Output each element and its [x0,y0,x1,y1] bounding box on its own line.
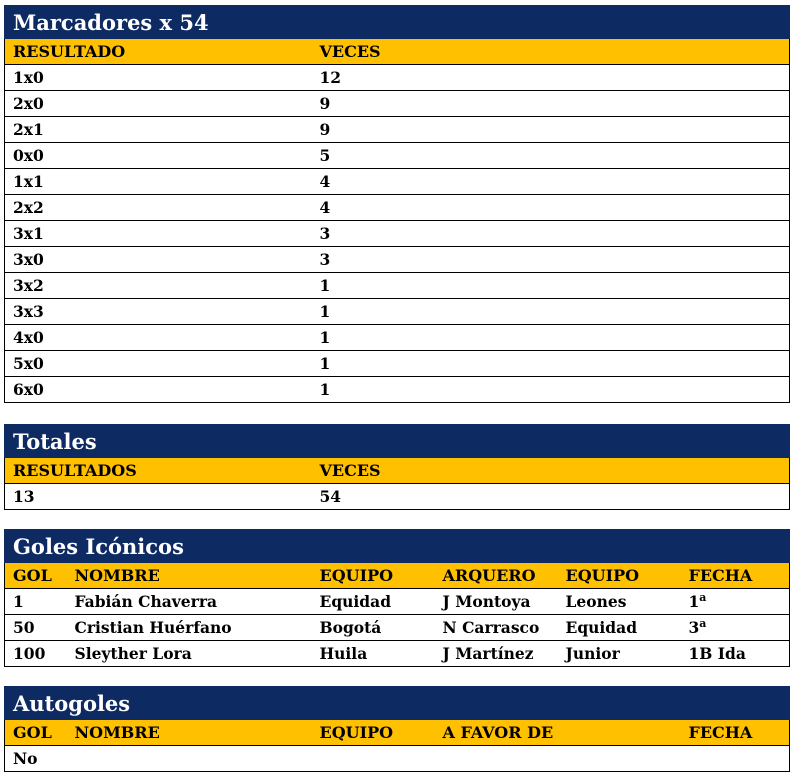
total-resultados-cell: 13 [5,484,312,510]
fecha-cell [681,641,790,667]
table-row [5,299,790,325]
veces-cell: 12 [312,65,790,91]
arquero-cell: J Montoya [435,589,558,615]
arquero-cell: J Martínez [435,641,558,667]
resultado-cell: 2x1 [5,117,312,143]
table-row [5,143,790,169]
equipo-arquero-cell: Junior [558,641,681,667]
fecha-ordinal: a [699,591,707,605]
header-nombre: NOMBRE [67,563,312,589]
header-resultados: RESULTADOS [5,458,312,484]
nombre-cell: Fabián Chaverra [67,589,312,615]
table-row [5,117,790,143]
gol-cell: 1 [5,589,67,615]
header-veces: VECES [312,39,790,65]
table-row [5,169,790,195]
resultado-cell: 3x3 [5,299,312,325]
arquero-cell: N Carrasco [435,615,558,641]
table-row [5,746,790,772]
veces-cell: 5 [312,143,790,169]
resultado-cell: 1x0 [5,65,312,91]
resultado-cell: 6x0 [5,377,312,403]
nombre-cell: Cristian Huérfano [67,615,312,641]
table-row [5,377,790,403]
resultado-cell: 2x2 [5,195,312,221]
header-gol: GOL [5,720,67,746]
gol-cell: 50 [5,615,67,641]
resultado-cell: 5x0 [5,351,312,377]
table-row [5,247,790,273]
table-row [5,65,790,91]
header-gol: GOL [5,563,67,589]
marcadores-table [4,5,790,403]
veces-cell: 1 [312,351,790,377]
totales-table [4,424,790,510]
header-blank [558,720,681,746]
resultado-cell: 3x1 [5,221,312,247]
veces-cell: 1 [312,377,790,403]
resultado-cell: 4x0 [5,325,312,351]
equipo-cell: Huila [312,641,435,667]
equipo-arquero-cell: Equidad [558,615,681,641]
header-fecha: FECHA [681,563,790,589]
resultado-cell: 2x0 [5,91,312,117]
resultado-cell: 0x0 [5,143,312,169]
totales-title: Totales [5,425,790,458]
header-equipo: EQUIPO [312,720,435,746]
nombre-cell: Sleyther Lora [67,641,312,667]
table-row [5,325,790,351]
fecha-value: 3 [688,618,700,638]
table-row [5,195,790,221]
table-row [5,221,790,247]
table-row [5,351,790,377]
header-equipo: EQUIPO [312,563,435,589]
fecha-value: 1 [688,592,700,612]
total-veces-cell: 54 [312,484,790,510]
table-row [5,484,790,510]
veces-cell: 1 [312,273,790,299]
header-arquero: ARQUERO [435,563,558,589]
table-row [5,589,790,615]
autogoles-title: Autogoles [5,687,790,720]
veces-cell: 1 [312,325,790,351]
header-fecha: FECHA [681,720,790,746]
goles-iconicos-table [4,529,790,667]
header-equipo-arquero: EQUIPO [558,563,681,589]
resultado-cell: 1x1 [5,169,312,195]
veces-cell: 3 [312,221,790,247]
fecha-ordinal: a [699,617,707,631]
table-row [5,641,790,667]
veces-cell: 3 [312,247,790,273]
header-nombre: NOMBRE [67,720,312,746]
goles-title: Goles Icónicos [5,530,790,563]
fecha-cell [681,589,790,615]
table-row [5,91,790,117]
table-row [5,615,790,641]
autogoles-table [4,686,790,772]
veces-cell: 9 [312,91,790,117]
gol-cell: 100 [5,641,67,667]
fecha-value: 1B Ida [688,644,746,664]
resultado-cell: 3x2 [5,273,312,299]
equipo-cell: Bogotá [312,615,435,641]
veces-cell: 4 [312,195,790,221]
resultado-cell: 3x0 [5,247,312,273]
header-a-favor-de: A FAVOR DE [435,720,558,746]
veces-cell: 9 [312,117,790,143]
equipo-arquero-cell: Leones [558,589,681,615]
veces-cell: 4 [312,169,790,195]
marcadores-title: Marcadores x 54 [5,6,790,39]
equipo-cell: Equidad [312,589,435,615]
table-row [5,273,790,299]
fecha-cell [681,615,790,641]
autogoles-value-cell: No [5,746,790,772]
header-veces: VECES [312,458,790,484]
veces-cell: 1 [312,299,790,325]
header-resultado: RESULTADO [5,39,312,65]
